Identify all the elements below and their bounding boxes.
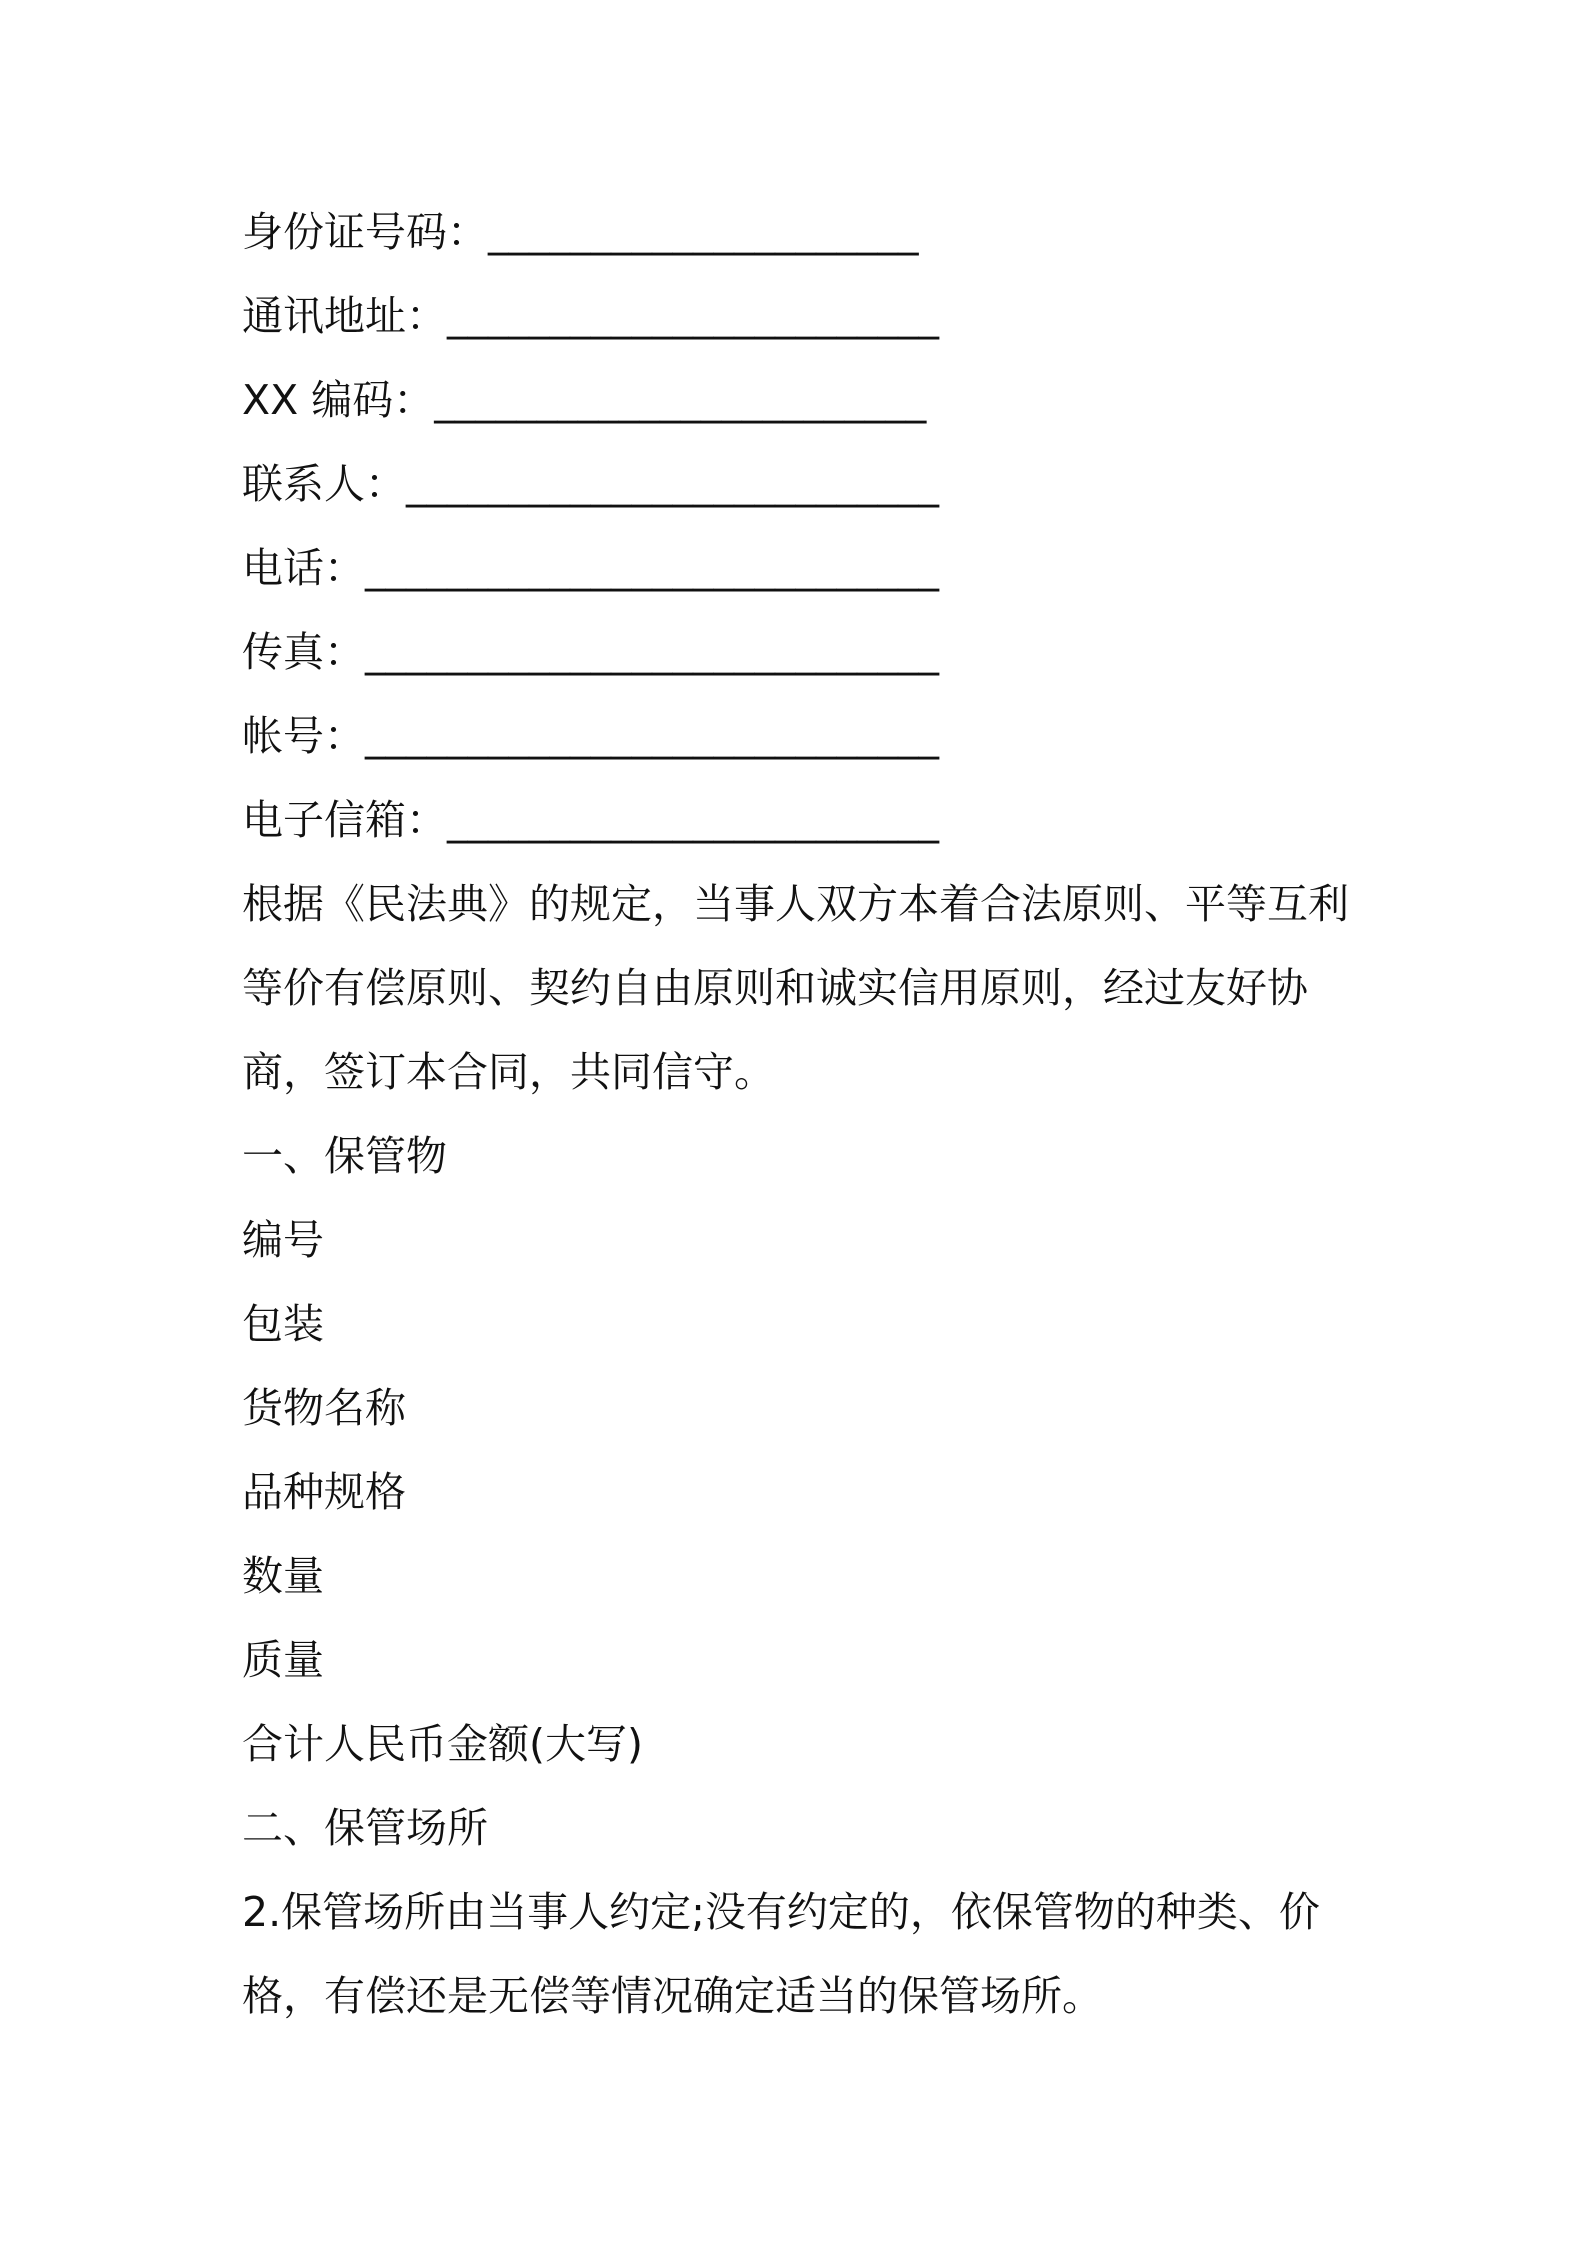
field-label: 传真： <box>242 628 365 676</box>
field-phone <box>242 526 1362 610</box>
field-label: 电话： <box>242 544 365 592</box>
section-heading-storage-place: 二、保管场所 <box>242 1804 488 1852</box>
field-email <box>242 778 1362 862</box>
list-item: 合计人民币金额(大写) <box>242 1720 643 1768</box>
field-label: XX 编码： <box>242 376 435 424</box>
list-item: 品种规格 <box>242 1468 406 1516</box>
preamble-paragraph: 根据《民法典》的规定，当事人双方本着合法原则、平等互利等价有偿原则、契约自由原则和诚实信用原则，经过友好协商，签订本合同，共同信守。 <box>242 880 1349 1096</box>
field-id-number <box>242 190 1362 274</box>
list-item: 数量 <box>242 1552 324 1600</box>
field-blank: ________________________ <box>447 796 939 844</box>
field-fax <box>242 610 1362 694</box>
list-item: 质量 <box>242 1636 324 1684</box>
field-label: 帐号： <box>242 712 365 760</box>
field-postcode <box>242 358 1362 442</box>
list-item: 包装 <box>242 1300 324 1348</box>
field-account <box>242 694 1362 778</box>
field-contact <box>242 442 1362 526</box>
field-label: 联系人： <box>242 460 406 508</box>
field-blank: __________________________ <box>406 460 939 508</box>
field-blank: _____________________ <box>488 208 919 256</box>
list-item: 货物名称 <box>242 1384 406 1432</box>
field-blank: ____________________________ <box>365 544 939 592</box>
list-item: 编号 <box>242 1216 324 1264</box>
field-blank: ________________________ <box>434 376 927 424</box>
field-label: 电子信箱： <box>242 796 447 844</box>
field-label: 身份证号码： <box>242 208 488 256</box>
section-heading-storage-items: 一、保管物 <box>242 1132 447 1180</box>
field-blank: ____________________________ <box>365 712 939 760</box>
field-label: 通讯地址： <box>242 292 447 340</box>
clause-paragraph: 2.保管场所由当事人约定;没有约定的，依保管物的种类、价格，有偿还是无偿等情况确定适当的保管场所。 <box>242 1888 1320 2020</box>
document-content <box>242 190 1362 2038</box>
field-address <box>242 274 1362 358</box>
field-blank: ____________________________ <box>365 628 939 676</box>
field-blank: ________________________ <box>447 292 939 340</box>
